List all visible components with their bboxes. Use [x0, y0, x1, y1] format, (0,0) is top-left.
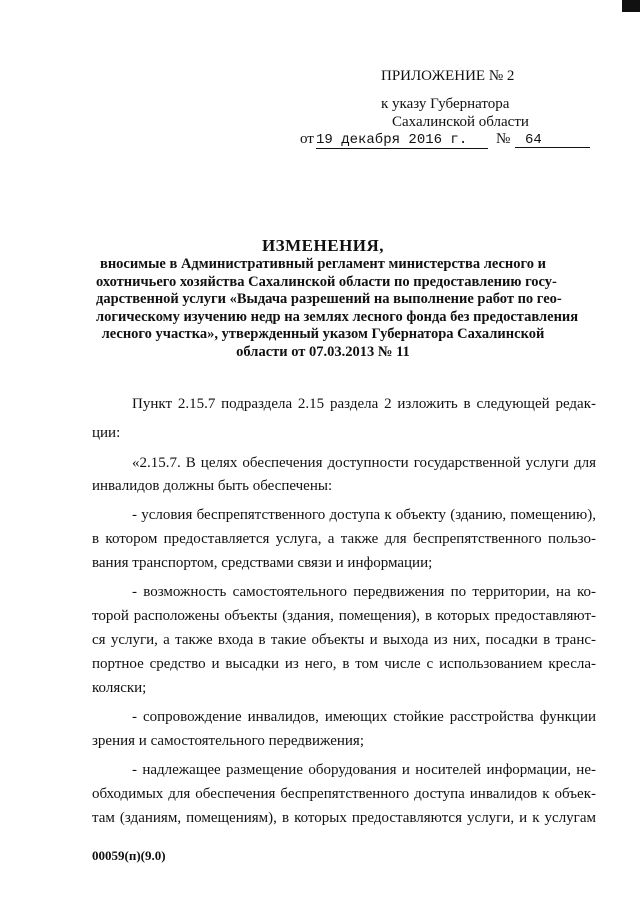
- body-line: инвалидов должны быть обеспечены:: [92, 478, 333, 494]
- scan-corner-mark: [622, 0, 640, 12]
- decree-date-number-row: [300, 131, 600, 151]
- body-line: торой расположены объекты (здания, помещения), в которых предоставляют-: [92, 608, 596, 624]
- body-line: коляски;: [92, 680, 147, 696]
- document-heading: ИЗМЕНЕНИЯ,: [261, 236, 385, 255]
- body-line: там (зданиям, помещениям), в которых предоставляются услуги, и к услугам: [92, 810, 596, 826]
- body-line: вания транспортом, средствами связи и информации;: [92, 555, 433, 571]
- subtitle-line: вносимые в Административный регламент министерства лесного и: [100, 256, 546, 272]
- region-name: Сахалинской области: [392, 114, 529, 130]
- subtitle-line: лесного участка», утвержденный указом Губернатора Сахалинской: [101, 326, 545, 343]
- subtitle-line: логическому изучению недр на землях лесного фонда без предоставления: [96, 308, 579, 325]
- form-code: 00059(п)(9.0): [92, 848, 166, 863]
- body-line: зрения и самостоятельного передвижения;: [92, 733, 364, 749]
- from-label: от: [300, 131, 314, 147]
- body-line: обходимых для обеспечения беспрепятственного доступа инвалидов к объек-: [92, 786, 596, 802]
- body-line: - условия беспрепятственного доступа к объекту (зданию, помещению),: [132, 507, 596, 523]
- body-line: в котором предоставляется услуга, а также для беспрепятственного пользо-: [92, 531, 596, 547]
- body-line: портное средство и высадки из него, в том числе с использованием кресла-: [92, 656, 596, 672]
- body-line: - возможность самостоятельного передвижения по территории, на ко-: [132, 584, 596, 600]
- changes-title-block: [80, 236, 579, 362]
- number-label: №: [496, 131, 511, 147]
- body-line: - надлежащее размещение оборудования и носителей информации, не-: [132, 762, 596, 778]
- appendix-title: ПРИЛОЖЕНИЕ № 2: [381, 68, 515, 84]
- body-line: «2.15.7. В целях обеспечения доступности государственной услуги для: [132, 455, 596, 471]
- decree-date: 19 декабря 2016 г.: [316, 132, 488, 149]
- body-line: ции:: [92, 425, 121, 441]
- decree-reference: к указу Губернатора: [381, 96, 510, 112]
- body-line: ся услуги, а также входа в такие объекты и выхода из них, посадки в транс-: [92, 632, 596, 648]
- subtitle-line: области от 07.03.2013 № 11: [236, 343, 410, 360]
- subtitle-line: охотничьего хозяйства Сахалинской области по предоставлению госу-: [96, 273, 557, 290]
- subtitle-line: дарственной услуги «Выдача разрешений на выполнение работ по гео-: [96, 291, 562, 308]
- body-line: Пункт 2.15.7 подраздела 2.15 раздела 2 изложить в следующей редак-: [132, 396, 596, 412]
- body-line: - сопровождение инвалидов, имеющих стойкие расстройства функции: [132, 709, 596, 725]
- decree-number: 64: [515, 132, 590, 148]
